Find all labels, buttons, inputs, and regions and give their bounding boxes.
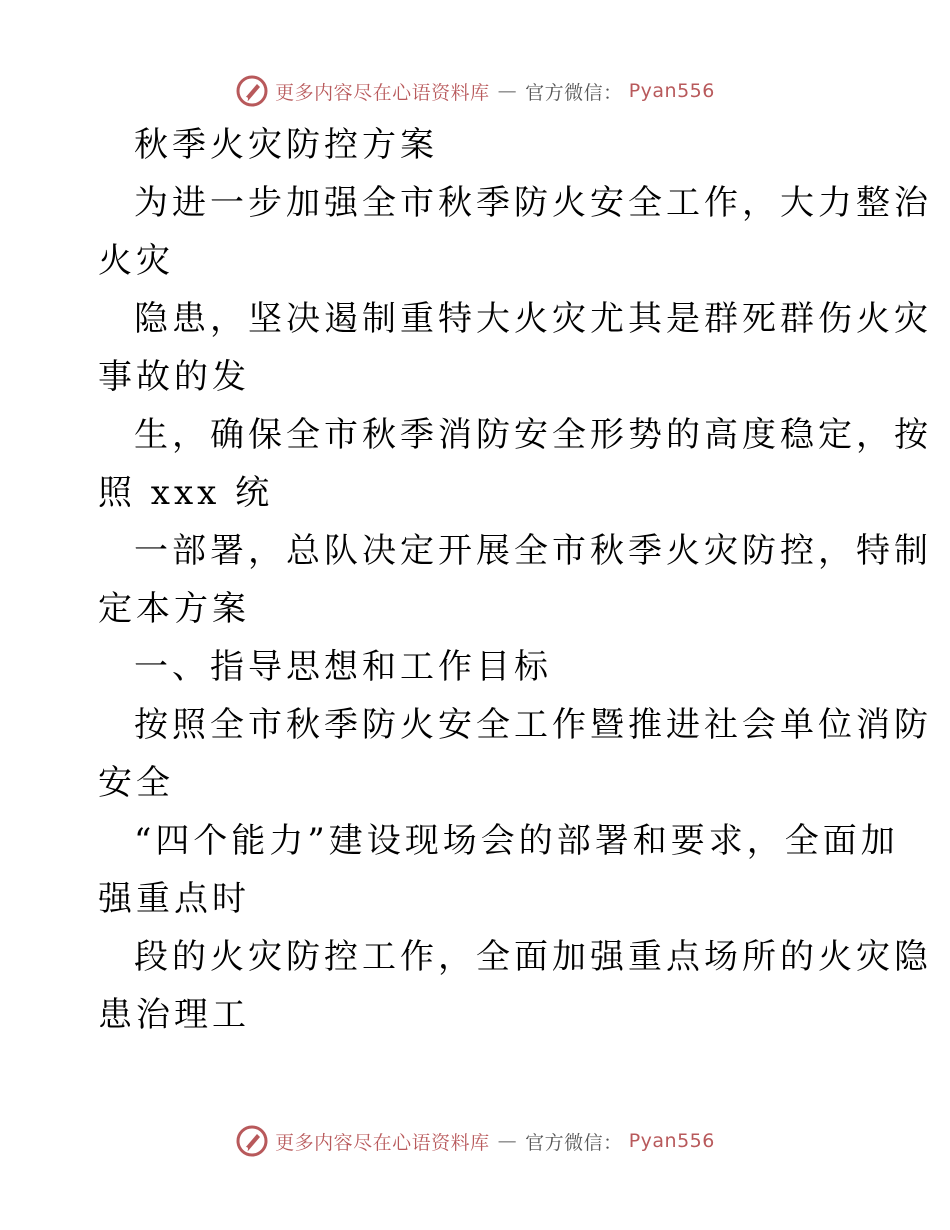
watermark-brand-text: 更多内容尽在心语资料库 — [275, 81, 490, 104]
paragraph-line: 隐患，坚决遏制重特大火灾尤其是群死群伤火灾 — [134, 299, 932, 339]
paragraph-line: “四个能力”建设现场会的部署和要求，全面加 — [134, 821, 899, 861]
watermark-dash: — — [497, 80, 518, 102]
document-body — [98, 116, 932, 1044]
watermark-account-id: Pyan556 — [628, 1130, 715, 1152]
paragraph-line: 定本方案 — [98, 589, 250, 629]
watermark-official-text: 官方微信： — [525, 81, 623, 104]
paragraph-line: 一部署，总队决定开展全市秋季火灾防控，特制 — [134, 531, 932, 571]
paragraph-line: 为进一步加强全市秋季防火安全工作，大力整治 — [134, 183, 932, 223]
paragraph-line: 事故的发 — [98, 357, 250, 397]
paragraph-line: 火灾 — [98, 241, 174, 281]
watermark-dash: — — [497, 1130, 518, 1152]
paragraph-line: 强重点时 — [98, 879, 250, 919]
paragraph-line: 按照全市秋季防火安全工作暨推进社会单位消防 — [134, 705, 932, 745]
paragraph-line: 段的火灾防控工作，全面加强重点场所的火灾隐 — [134, 937, 932, 977]
paragraph-line: 生，确保全市秋季消防安全形势的高度稳定，按 — [134, 415, 932, 455]
pen-logo-icon — [235, 74, 269, 108]
pen-logo-icon — [235, 1124, 269, 1158]
footer-watermark — [0, 1124, 950, 1158]
watermark-brand-text: 更多内容尽在心语资料库 — [275, 1131, 490, 1154]
paragraph-line: 照 xxx 统 — [98, 473, 274, 513]
watermark-account-id: Pyan556 — [628, 80, 715, 102]
paragraph-line: 患治理工 — [98, 995, 250, 1035]
section-heading: 一、指导思想和工作目标 — [134, 647, 552, 687]
header-watermark — [0, 74, 950, 108]
document-title: 秋季火灾防控方案 — [134, 125, 438, 165]
paragraph-line: 安全 — [98, 763, 174, 803]
watermark-official-text: 官方微信： — [525, 1131, 623, 1154]
